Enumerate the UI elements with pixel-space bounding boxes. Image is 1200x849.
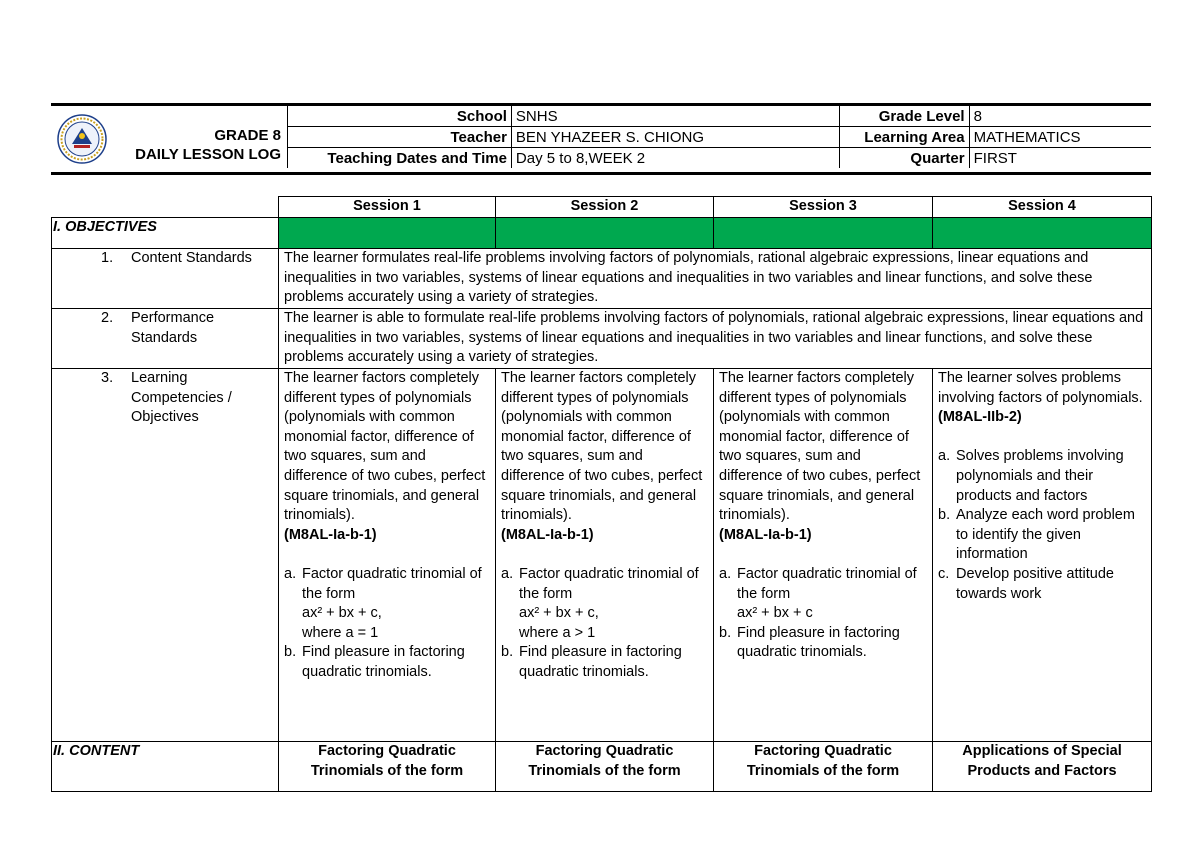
list-item: b. Find pleasure in factoring quadratic trinomials. bbox=[284, 644, 465, 680]
session-2-header: Session 2 bbox=[496, 197, 714, 218]
grade-level-label: Grade Level bbox=[839, 106, 969, 127]
learning-competencies-label-2: Competencies / bbox=[131, 389, 232, 406]
logo-area bbox=[51, 106, 287, 172]
objectives-row bbox=[52, 218, 1152, 249]
teaching-dates-label: Teaching Dates and Time bbox=[288, 148, 512, 169]
objectives-heading: I. OBJECTIVES bbox=[52, 218, 279, 249]
content-session-2: Factoring Quadratic Trinomials of the form bbox=[496, 742, 714, 792]
header-bottom-rule bbox=[51, 172, 1151, 175]
s3-intro: The learner factors completely different types of polynomials (polynomials with common monomial factor, difference of two squares, sum and difference of two cubes, perfect square trinomials, and general trinomials). bbox=[719, 370, 921, 524]
s1-objective-list bbox=[284, 565, 490, 604]
header-block bbox=[51, 106, 1151, 172]
list-item: c. Develop positive attitude towards work bbox=[938, 565, 1114, 602]
s3-code: (M8AL-Ia-b-1) bbox=[719, 526, 812, 543]
content-session-3: Factoring Quadratic Trinomials of the form bbox=[714, 742, 933, 792]
content-standards-text: The learner formulates real-life problems involving factors of polynomials, rational algebraic expressions, linear equations and inequalities in two variables, systems of linear equations and inequalities in two variables and linear functions, and solve these problems accurately using a variety of strategies. bbox=[279, 249, 1152, 309]
session-4-header: Session 4 bbox=[933, 197, 1152, 218]
list-item: a. Factor quadratic trinomial of the form bbox=[719, 565, 917, 602]
performance-standards-label-1: Performance bbox=[131, 310, 215, 326]
s1-code: (M8AL-Ia-b-1) bbox=[284, 526, 377, 543]
list-item: a. Factor quadratic trinomial of the form bbox=[284, 565, 482, 602]
s1-condition: where a = 1 bbox=[302, 624, 379, 641]
deped-seal-icon bbox=[57, 114, 107, 164]
title-grade: GRADE 8 bbox=[214, 127, 281, 144]
performance-standards-number: 2. bbox=[101, 310, 114, 326]
content-standards-label: Content Standards bbox=[131, 250, 252, 266]
performance-standards-label-2: Standards bbox=[131, 329, 198, 346]
learning-competencies-label-cell bbox=[52, 369, 279, 742]
lesson-log-table bbox=[51, 196, 1152, 792]
objectives-fill-2 bbox=[496, 218, 714, 249]
content-standards-label-cell bbox=[52, 249, 279, 309]
quarter-value: FIRST bbox=[969, 148, 1151, 169]
content-row bbox=[52, 742, 1152, 792]
performance-standards-label-cell bbox=[52, 309, 279, 369]
s4-code: (M8AL-IIb-2) bbox=[938, 409, 1022, 426]
learning-area-value: MATHEMATICS bbox=[969, 127, 1151, 148]
list-item: b. Find pleasure in factoring quadratic trinomials. bbox=[501, 644, 682, 680]
teaching-dates-value: Day 5 to 8,WEEK 2 bbox=[511, 148, 839, 169]
objectives-fill-3 bbox=[714, 218, 933, 249]
content-session-1: Factoring Quadratic Trinomials of the form bbox=[279, 742, 496, 792]
header-row-dates bbox=[288, 148, 1152, 169]
teacher-value: BEN YHAZEER S. CHIONG bbox=[511, 127, 839, 148]
s4-intro: The learner solves problems involving factors of polynomials. bbox=[938, 370, 1143, 406]
session-header-row bbox=[52, 197, 1152, 218]
lesson-log-title bbox=[135, 126, 281, 164]
s2-formula: ax² + bx + c, bbox=[519, 605, 599, 622]
competencies-session-4 bbox=[933, 369, 1152, 742]
school-label: School bbox=[288, 106, 512, 127]
s3-formula: ax² + bx + c bbox=[737, 605, 813, 622]
teacher-label: Teacher bbox=[288, 127, 512, 148]
learning-area-label: Learning Area bbox=[839, 127, 969, 148]
s2-intro: The learner factors completely different types of polynomials (polynomials with common monomial factor, difference of two squares, sum and difference of two cubes, perfect square trinomials, and general trinomials). bbox=[501, 370, 703, 524]
objectives-fill-4 bbox=[933, 218, 1152, 249]
grade-level-value: 8 bbox=[969, 106, 1151, 127]
content-standards-row bbox=[52, 249, 1152, 309]
corner-cell bbox=[52, 197, 279, 218]
s2-objective-list bbox=[501, 565, 708, 604]
s1-intro: The learner factors completely different types of polynomials (polynomials with common monomial factor, difference of two squares, sum and difference of two cubes, perfect square trinomials, and general trinomials). bbox=[284, 370, 486, 524]
competencies-session-2 bbox=[496, 369, 714, 742]
header-info-table bbox=[287, 106, 1151, 168]
quarter-label: Quarter bbox=[839, 148, 969, 169]
s2-condition: where a > 1 bbox=[519, 624, 596, 641]
performance-standards-text: The learner is able to formulate real-life problems involving factors of polynomials, rational algebraic expressions, linear equations and inequalities in two variables, systems of linear equations and inequalities in two variables and linear functions, and solve these problems accurately using a variety of strategies. bbox=[279, 309, 1152, 369]
s4-objective-list bbox=[938, 447, 1146, 604]
learning-competencies-row bbox=[52, 369, 1152, 742]
content-heading: II. CONTENT bbox=[52, 742, 279, 792]
s3-objective-list bbox=[719, 565, 927, 604]
s1-formula: ax² + bx + c, bbox=[302, 605, 382, 622]
session-1-header: Session 1 bbox=[279, 197, 496, 218]
learning-competencies-number: 3. bbox=[101, 370, 114, 386]
header-row-teacher bbox=[288, 127, 1152, 148]
performance-standards-row bbox=[52, 309, 1152, 369]
list-item: a. Factor quadratic trinomial of the form bbox=[501, 565, 699, 602]
content-session-4: Applications of Special Products and Factors bbox=[933, 742, 1152, 792]
s2-code: (M8AL-Ia-b-1) bbox=[501, 526, 594, 543]
learning-competencies-label-1: Learning bbox=[131, 370, 188, 386]
list-item: b. Analyze each word problem to identify the given information bbox=[938, 507, 1135, 563]
header-row-school bbox=[288, 106, 1152, 127]
session-3-header: Session 3 bbox=[714, 197, 933, 218]
objectives-fill-1 bbox=[279, 218, 496, 249]
list-item: b. Find pleasure in factoring quadratic trinomials. bbox=[719, 624, 900, 661]
competencies-session-1 bbox=[279, 369, 496, 742]
title-dll: DAILY LESSON LOG bbox=[135, 146, 281, 163]
list-item: a. Solves problems involving polynomials and their products and factors bbox=[938, 448, 1124, 504]
learning-competencies-label-3: Objectives bbox=[131, 409, 199, 426]
competencies-session-3 bbox=[714, 369, 933, 742]
school-value: SNHS bbox=[511, 106, 839, 127]
content-standards-number: 1. bbox=[101, 250, 114, 266]
